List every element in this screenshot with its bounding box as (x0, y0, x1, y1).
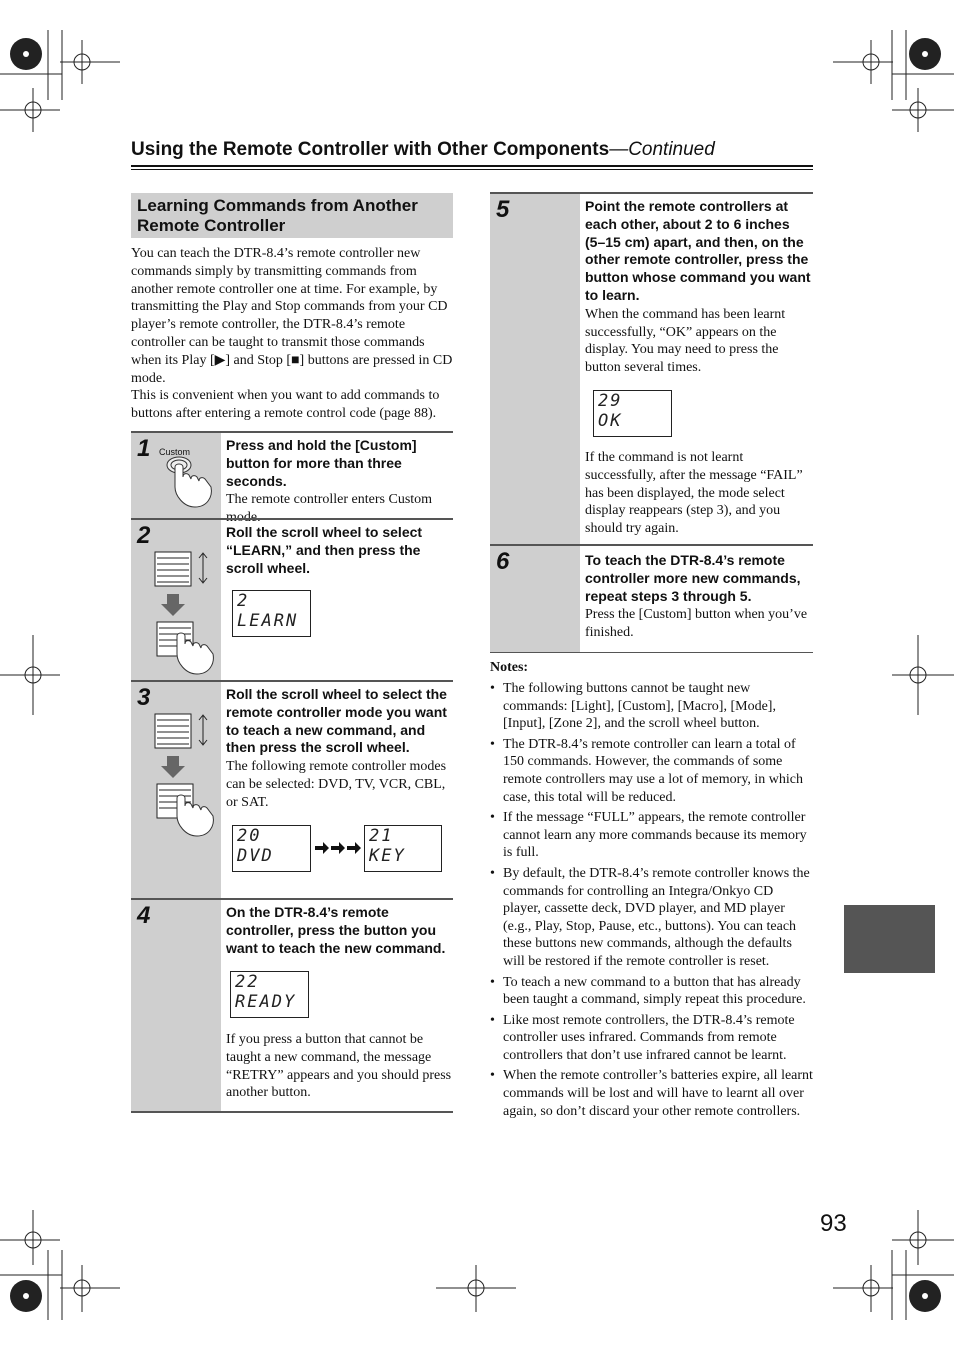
section-heading: Learning Commands from Another Remote Controller (131, 193, 453, 238)
step-1 (131, 431, 453, 526)
step-panel (490, 194, 580, 546)
step-instruction: On the DTR-8.4’s remote controller, press the button you want to teach the new command. (226, 904, 446, 956)
step-panel (490, 546, 580, 652)
scroll-wheel-icon (153, 712, 217, 842)
step-instruction: To teach the DTR-8.4’s remote controller more new commands, repeat steps 3 through 5. (585, 552, 801, 604)
lcd-display-ok (593, 390, 672, 437)
step-description: The following remote controller modes can be selected: DVD, TV, VCR, CBL, or SAT. (226, 759, 447, 810)
lcd-line-1: 20 (237, 826, 262, 846)
step-panel (131, 900, 221, 1111)
scroll-wheel-icon (153, 550, 217, 680)
step-3 (131, 680, 453, 900)
header-title-text: Using the Remote Controller with Other Components (131, 139, 610, 160)
notes-section (490, 659, 813, 1120)
note-item: • When the remote controller’s batteries expire, all learnt commands will be lost and will have to learnt all over again, so don’t discard your other remote controllers. (490, 1067, 813, 1120)
step-instruction: Point the remote controllers at each other, about 2 to 6 inches (5–15 cm) apart, and then, on the other remote controller, press the button whose command you want to learn. (585, 198, 811, 303)
lcd-line-1: 21 (369, 826, 394, 846)
lcd-display-learn (232, 590, 311, 637)
step-number: 1 (137, 435, 151, 462)
step-instruction: Roll the scroll wheel to select the remote controller mode you want to teach a new command, and then press the scroll wheel. (226, 686, 447, 756)
step-panel (131, 682, 221, 900)
lcd-line-2: KEY (369, 846, 406, 866)
intro-paragraph-2: This is convenient when you want to add commands to buttons after entering a remote control code (page 88). (131, 388, 440, 422)
step-description-2: If the command is not learnt successfully, after the message “FAIL” has been displayed, the mode select display reappears (step 3), and you should try again. (585, 450, 803, 537)
lcd-line-2: DVD (237, 846, 274, 866)
step-instruction: Press and hold the [Custom] button for more than three seconds. (226, 437, 417, 489)
lcd-line-1: 29 (598, 391, 623, 411)
step-6 (490, 544, 813, 653)
step-instruction: Roll the scroll wheel to select “LEARN,” and then press the scroll wheel. (226, 524, 423, 576)
step-2 (131, 518, 453, 680)
intro-paragraph-1: You can teach the DTR-8.4’s remote controller new commands simply by transmitting commands from another remote controller one at time. For example, by transmitting the Play and Stop commands from your CD player’s remote controller, the DTR-8.4’s remote controller can be taught to transmit those commands when its Play [▶] and Stop [■] buttons are pressed in CD mode. (131, 246, 453, 386)
step-description: If you press a button that cannot be taught a new command, the message “RETRY” appears and you should press another button. (226, 1032, 452, 1101)
lcd-display-ready (230, 971, 309, 1018)
page-number: 93 (820, 1210, 847, 1237)
chapter-tab (844, 905, 935, 973)
notes-list (490, 680, 813, 1120)
lcd-line-2: LEARN (237, 611, 299, 631)
note-item: • By default, the DTR-8.4’s remote controller knows the commands for controlling an Integra/Onkyo CD player, cassette deck, DVD player, and MD player (e.g., Play, Stop, Pause, etc., buttons). You can teach these buttons new commands, although the defaults will be restored if the remote controller is reset. (490, 865, 813, 971)
header-rule (131, 165, 813, 167)
pressing-hand-icon (161, 455, 217, 511)
lcd-display-key (364, 825, 442, 872)
step-number: 5 (496, 196, 510, 223)
step-4 (131, 898, 453, 1113)
step-number: 3 (137, 684, 151, 711)
header-rule-thin (131, 169, 813, 170)
note-item: • Like most remote controllers, the DTR-8.4’s remote controller uses infrared. Commands from remote controllers that don’t use infrared cannot be learnt. (490, 1012, 813, 1065)
step-panel (131, 520, 221, 680)
step-description: When the command has been learnt successfully, “OK” appears on the display. You may need to press the button several times. (585, 306, 786, 376)
lcd-line-2: OK (598, 411, 623, 431)
step-number: 4 (137, 902, 151, 929)
note-item: • If the message “FULL” appears, the remote controller cannot learn any more commands because its memory is full. (490, 809, 813, 862)
custom-button-label: Custom (159, 447, 191, 457)
lcd-line-1: 22 (235, 972, 260, 992)
step-number: 2 (137, 522, 151, 549)
step-number: 6 (496, 548, 510, 575)
arrows-icon (315, 840, 363, 856)
notes-title: Notes: (490, 660, 529, 675)
lcd-line-1: 2 (237, 591, 250, 611)
step-panel (131, 433, 221, 520)
lcd-line-2: READY (235, 992, 297, 1012)
step-description: The remote controller enters Custom mode. (226, 492, 433, 526)
intro-text (131, 245, 453, 423)
note-item: • The following buttons cannot be taught new commands: [Light], [Custom], [Macro], [Mode], [Input], [Zone 2], and the scroll wheel button. (490, 680, 813, 733)
note-item: • To teach a new command to a button that has already been taught a command, simply repeat this procedure. (490, 974, 813, 1009)
step-5 (490, 192, 813, 546)
lcd-display-dvd (232, 825, 311, 872)
page-header-title (131, 139, 813, 161)
header-continued: —Continued (609, 139, 715, 160)
note-item: • The DTR-8.4’s remote controller can learn a total of 150 commands. However, the commands of some remote controllers may use a lot of memory, in which case, this total will be reduced. (490, 736, 813, 806)
step-description: Press the [Custom] button when you’ve finished. (585, 607, 808, 641)
